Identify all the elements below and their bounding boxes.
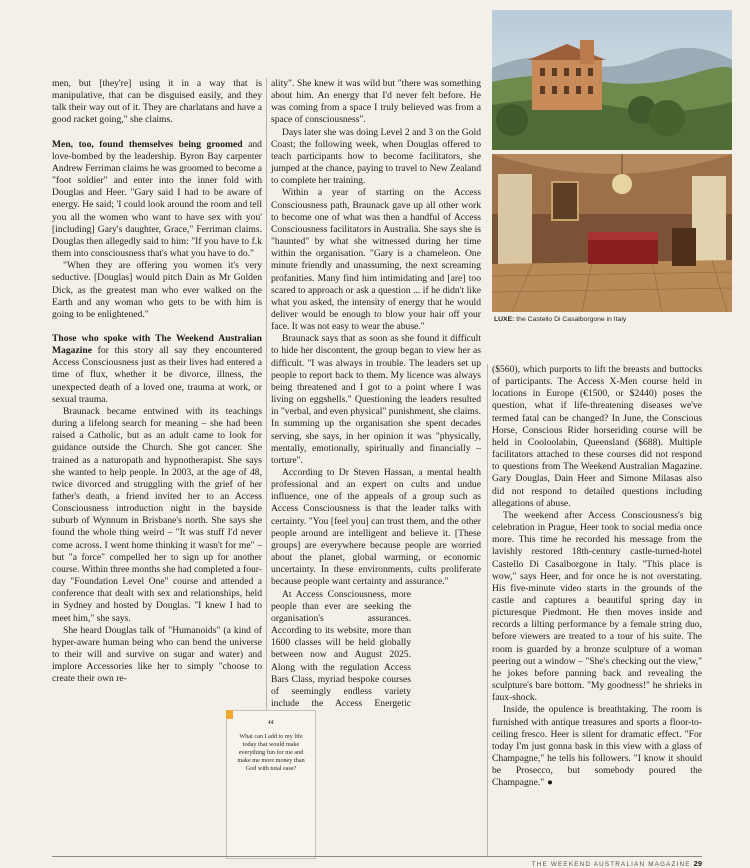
castle-exterior-photo (492, 10, 732, 150)
column-1 (52, 78, 262, 686)
quote-mark-icon: “ (267, 718, 275, 733)
lead-in: Men, too, found themselves being groomed (52, 138, 243, 150)
photo-caption (494, 316, 730, 323)
paragraph-text: According to Dr Steven Hassan, a mental health professional and an expert on cults and undue influence, one of the appeals of a group such as Access Consciousness is that the leader talks with certainty. "You [feel you] can trust them, and the other people around are intelligent and believe it. [These groups] are everywhere because people are worried about the planet, global warming, or economic uncertainty. In these environments, cults proliferate because people want certainty and assurance." (271, 467, 481, 588)
paragraph-text: Days later she was doing Level 2 and 3 on the Gold Coast; the following week, when Douglas offered to teach participants how to become facilitators, she jumped at the chance, paying to travel to New Zealand to complete her training. (271, 126, 481, 187)
paragraph-text: Braunack became entwined with its teachings during a lifelong search for meaning – she had been raised a Catholic, but as an adult came to look for guidance outside the Church. She got cancer. She trained as a naturopath and hypnotherapist. She says she wanted to help people. In 2003, at the age of 48, twice divorced and struggling with the grief of her father's death, a friend invited her to an Access Consciousness introduction night in the bayside suburb of Wynnum in Brisbane's north. She says she found the whole thing weird – "It was stuff I'd never come across. I went home thinking it wasn't for me" – but "a force" compelled her to sign up for another course. Within three months she had completed a four-day "Foundation Level One" course and attended a conference that dealt with sex and relationships, held in Sydney and hosted by Douglas. "I knew I had to meet him," she says. (52, 405, 262, 624)
column-3 (492, 364, 702, 789)
paragraph-text: She heard Douglas talk of "Humanoids" (a kind of hyper-aware human being who can bend the universe to their will and survive on sugar and water) and implore Accessories like her to simply "choose to create their own re- (52, 624, 262, 685)
paragraph (271, 589, 411, 723)
paragraph-text: ality". She knew it was wild but "there was something about him. An energy that I'd never felt before. He was coming from a space I truly believed was from a space of consciousness". (271, 78, 481, 126)
paragraph-text: men, but [they're] using it in a way that is manipulative, that can be disguised easily, and they talk their way out of it. They are charlatans and have a good racket going," she claims. (52, 78, 262, 126)
paragraph-text: Within a year of starting on the Access Consciousness path, Braunack gave up all other work to become one of what was then a handful of Access Consciousness facilitators in Australia. She says she is "haunted" by what she witnessed during her time within the organisation. "Gary is a chameleon. One minute friendly and unassuming, the next screaming profanities. Many find him intimidating and [are] too scared to approach or ask a question ... if he didn't like what you asked, the intensity of energy that he would deliver would be enough to blow your hair off your face. It was not easy to wear the abuse." (271, 187, 481, 333)
castle-interior-photo (492, 154, 732, 312)
paragraph (52, 78, 262, 127)
caption-label: LUXE: (494, 316, 515, 323)
paragraph-text: Braunack says that as soon as she found it difficult to hide her discontent, the group began to view her as difficult. "I was always in trouble. The leaders set up people to report back to them. My licence was always being threatened and I got to a point where I was living on eggshells." Questioning the leaders resulted in "verbal, and even physical" punishment, she claims. In summing up the organisation she spent decades serving, she says, in her opinion it was "physically, mentally, emotionally, spiritually and financially – torture". (271, 333, 481, 466)
paragraph (52, 139, 262, 261)
paragraph (52, 260, 262, 321)
paragraph-text: The weekend after Access Consciousness's big celebration in Prague, Heer took to social media once more. This time he recorded his message from the lavishly restored 18th-century castle-turned-hotel Castello Di Casalborgone in Italy. "This place is wow," says Heer, and for once he is not overstating. His five-minute video starts in the grounds of the castle and captures a beautiful spring day in picturesque Piedmont. He then moves inside and records a lilting performance by a female string duo, before viewers are treated to a tour of his suite. The room is guarded by a bronze sculpture of a woman peering out a window – "She's checking out the view," he jokes before panning back and revealing the sculpture's bare bottom. "My goodness!" he shrieks in faux-shock. (492, 509, 702, 704)
paragraph-text: Inside, the opulence is breathtaking. The room is furnished with antique treasures and sports a floor-to-ceiling fresco. Heer is silent for dramatic effect. "For today I'm just gonna bask in this view with a glass of Champagne," he tells his followers. "I know it should be Prosecco, but somebody poured the Champagne." (492, 704, 702, 789)
column-2 (271, 78, 481, 722)
end-mark: ● (547, 777, 553, 789)
paragraph (271, 187, 481, 333)
paragraph-text: At Access Consciousness, more people than ever are seeking the organisation's assurances. According to its website, more than 1600 classes will be held globally between now and August 2025. Along with the regulation Access Bars Class, myriad bespoke courses of seemingly endless variety include the Access Energetic (271, 588, 411, 709)
paragraph (271, 127, 481, 188)
paragraph-text: "When they are offering you women it's very seductive. [Douglas] would pitch Dain as Mr Golden Dick, as the greatest man who ever walked on the Earth and any woman who gets to be with him is going to be enlightened." (52, 260, 262, 320)
paragraph-text: ($560), which purports to lift the breasts and buttocks of participants. The Access X-Men course held in locations in Europe (€1500, or $2440) poses the question, what if life-threatening diseases we've termed fatal can be changed? In June, the Conscious Horse, Conscious Rider horseriding course will be held in Cooloolabin, Queensland ($688). Multiple facilitators attached to these courses did not respond to questions from The Weekend Australian Magazine. Gary Douglas, Dain Heer and Simone Milasas also did not respond to detailed questions including allegations of abuse. (492, 364, 702, 509)
caption-text: the Castello Di Casalborgone in Italy (514, 316, 627, 323)
paragraph (271, 78, 481, 127)
paragraph (492, 704, 702, 789)
quote-accent (226, 710, 233, 719)
paragraph (52, 625, 262, 686)
paragraph (271, 333, 481, 467)
paragraph (492, 364, 702, 510)
page-number: 29 (693, 859, 702, 868)
page-footer (52, 856, 702, 868)
lead-in: Those who spoke with The Weekend Australian Magazine (52, 332, 262, 357)
paragraph (52, 406, 262, 625)
masthead: THE WEEKEND AUSTRALIAN MAGAZINE (531, 861, 691, 868)
pull-quote (226, 710, 316, 859)
paragraph (52, 333, 262, 406)
quote-text: What can I add to my life today that would make everything fun for me and make me more money than God with total ease? (237, 733, 305, 772)
paragraph (492, 510, 702, 705)
paragraph (271, 467, 481, 589)
paragraph-text: and love-bombed by the leadership. Byron Bay carpenter Andrew Ferriman claims he was groomed to become a "foot soldier" and enter into the inner fold with Douglas and Heer. "Gary said I had to be aware of energy. He said; 'I could look around the room and tell you all the women who want to have sex with you' [including] Gary's daughter, Grace," Ferriman claims. Douglas then allegedly said to him: "If you have to f.k them into consciousness that's what you have to do." (52, 138, 262, 260)
paragraph-text: for this story all say they encountered Access Consciousness just as their lives had entered a time of flux, whether it be divorce, illness, the unexpected death of a loved one, trauma at work, or sexual trauma. (52, 345, 262, 405)
column-rule-2 (487, 364, 488, 856)
